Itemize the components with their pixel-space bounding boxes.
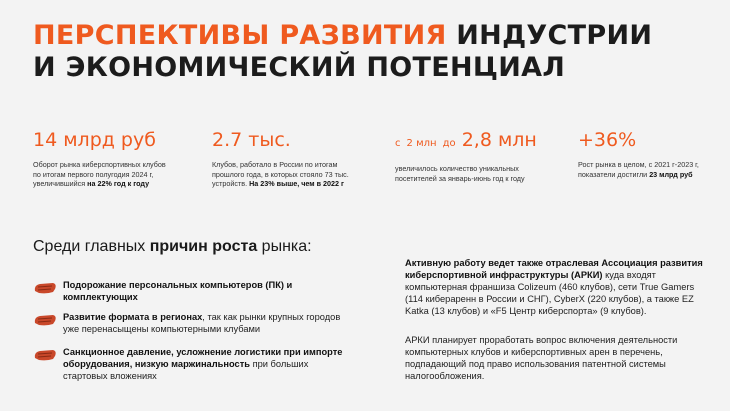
stat-visitors — [395, 128, 545, 183]
reason-item — [33, 279, 353, 303]
reasons-heading: Среди главных причин роста рынка: — [33, 238, 312, 255]
association-paragraph: Активную работу ведет также отраслевая Ассоциация развития киберспортивной инфраструктуры (АРКИ) куда входят компьютерная франшиза Colizeum (460 клубов), сети True Gamers (114 кибераренн в России и СНГ), CyberX (220 клубов), а также EZ Katka (13 клубов) и «F5 Центр киберспорта» (9 клубов). — [405, 258, 703, 316]
page-title — [33, 20, 713, 84]
title-accent: ПЕРСПЕКТИВЫ РАЗВИТИЯ — [33, 20, 447, 51]
stat-value: +36% — [578, 129, 637, 151]
brick-chip-icon — [33, 348, 57, 362]
stat-desc: Клубов, работало в России по итогам прошлого года, в которых стояло 73 тыс. устройств. На 23% выше, чем в 2022 г — [212, 160, 349, 188]
reason-text: Развитие формата в регионах, так как рынки крупных городов уже перенасыщены компьютерными клубами — [63, 312, 341, 334]
stat-clubs — [212, 128, 367, 189]
reason-text: Подорожание персональных компьютеров (ПК) и комплектующих — [63, 280, 293, 302]
reason-item — [33, 311, 353, 335]
brick-chip-icon — [33, 313, 57, 327]
stat-desc: Оборот рынка киберспортивных клубов по итогам первого полугодия 2024 г, увеличившийся на 22% год к году — [33, 160, 166, 188]
stat-value: 14 млрд руб — [33, 129, 156, 151]
stat-turnover — [33, 128, 173, 189]
reason-text: Санкционное давление, усложнение логистики при импорте оборудования, низкую маржинальность при больших стартовых вложениях — [63, 347, 343, 381]
stat-value: с 2 млн до 2,8 млн — [395, 129, 537, 151]
brick-chip-icon — [33, 281, 57, 295]
title-dark: ИНДУСТРИИ — [456, 20, 653, 51]
association-plan: АРКИ планирует проработать вопрос включения деятельности компьютерных клубов и киберспортивных арен в перечень, подпадающий под право использования патентной системы налогообложения. — [405, 335, 678, 381]
stat-desc: увеличилось количество уникальных посетителей за январь-июнь год к году — [395, 164, 525, 183]
stat-value: 2.7 тыс. — [212, 129, 291, 151]
reason-item — [33, 346, 353, 382]
stat-desc: Рост рынка в целом, с 2021 г-2023 г, показатели достигли 23 млрд руб — [578, 160, 699, 179]
stat-growth — [578, 128, 713, 179]
title-line2: И ЭКОНОМИЧЕСКИЙ ПОТЕНЦИАЛ — [33, 52, 566, 83]
